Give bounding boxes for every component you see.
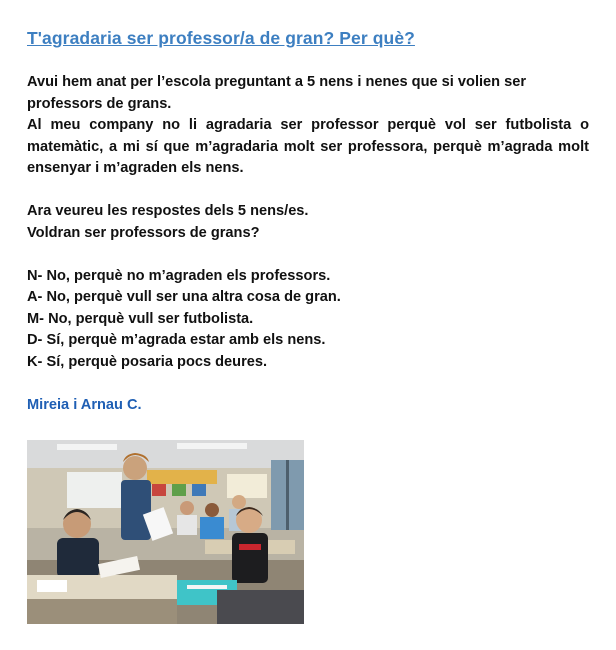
answer-item: N- No, perquè no m’agraden els professors. [27, 267, 331, 284]
answer-item: M- No, perquè vull ser futbolista. [27, 310, 254, 327]
paragraph-spacer [27, 244, 589, 266]
intro-paragraph: Avui hem anat per l’escola preguntant a 5 nens i nenes que si volien ser professors de grans. [27, 74, 527, 112]
answer-item: K- Sí, perquè posaria pocs deures. [27, 353, 268, 370]
article-body [27, 72, 589, 416]
opinion-paragraph: Al meu company no li agradaria ser professor perquè vol ser futbolista o matemàtic, a mi sí que m’agradaria molt ser professora, perquè m’agrada molt ensenyar i m’agraden els nens. [27, 117, 589, 176]
article-title[interactable]: T'agradaria ser professor/a de gran? Per què? [27, 28, 415, 48]
answer-item: A- No, perquè vull ser una altra cosa de gran. [27, 289, 341, 305]
lead-line-2: Voldran ser professors de grans? [27, 224, 260, 241]
paragraph-spacer [27, 373, 589, 395]
answer-item: D- Sí, perquè m’agrada estar amb els nens. [27, 332, 326, 348]
classroom-photo [27, 440, 304, 624]
classroom-photo-illustration [27, 440, 304, 624]
author-signature: Mireia i Arnau C. [27, 396, 142, 413]
paragraph-spacer [27, 180, 589, 202]
lead-line-1: Ara veureu les respostes dels 5 nens/es. [27, 203, 309, 219]
